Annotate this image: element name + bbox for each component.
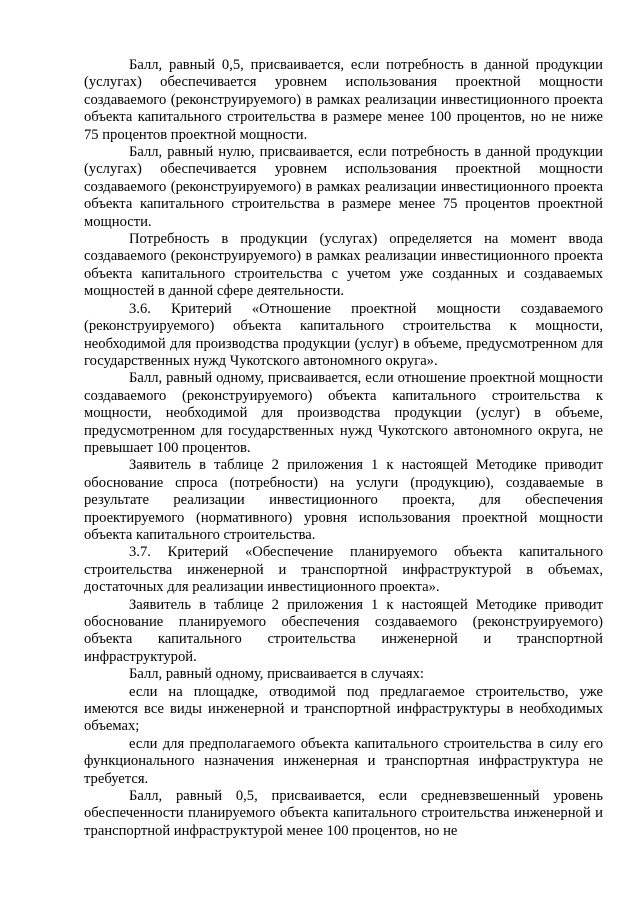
paragraph-applicant-demand: Заявитель в таблице 2 приложения 1 к настоящей Методике приводит обоснование спроса (потребности) на услуги (продукцию), создаваемые в результате реализации инвестиционного проекта, для обеспечения проектируемого (нормативного) уровня использования проектной мощности объекта капитального строительства. xyxy=(84,457,603,543)
paragraph-case-not-required: если для предполагаемого объекта капитального строительства в силу его функционального назначения инженерная и транспортная инфраструктура не требуется. xyxy=(84,735,603,787)
paragraph-score-zero: Балл, равный нулю, присваивается, если потребность в данной продукции (услугах) обеспечивается уровнем использования проектной мощности создаваемого (реконструируемого) в рамках реализации инвестиционного проекта объекта капитального строительства в размере менее 75 процентов проектной мощности. xyxy=(84,144,603,230)
paragraph-case-site: если на площадке, отводимой под предлагаемое строительство, уже имеются все виды инженерной и транспортной инфраструктуры в необходимых объемах; xyxy=(84,683,603,735)
paragraph-score-one-cases: Балл, равный одному, присваивается в случаях: xyxy=(129,666,424,683)
paragraph-applicant-infrastructure: Заявитель в таблице 2 приложения 1 к настоящей Методике приводит обоснование планируемого обеспечения создаваемого (реконструируемого) объекта капитального строительства инженерной и транспортной инфраструктурой. xyxy=(84,596,603,665)
paragraph-score-half-infrastructure: Балл, равный 0,5, присваивается, если средневзвешенный уровень обеспеченности планируемого объекта капитального строительства инженерной и транспортной инфраструктурой менее 100 процентов, но не xyxy=(84,788,603,839)
paragraph-criterion-3-7: 3.7. Критерий «Обеспечение планируемого объекта капитального строительства инженерной и транспортной инфраструктурой в объемах, достаточных для реализации инвестиционного проекта». xyxy=(84,544,603,596)
paragraph-criterion-3-6: 3.6. Критерий «Отношение проектной мощности создаваемого (реконструируемого) объекта капитального строительства к мощности, необходимой для производства продукции (услуг) в объеме, предусмотренном для государственных нужд Чукотского автономного округа». xyxy=(84,300,603,369)
paragraph-demand-definition: Потребность в продукции (услугах) определяется на момент ввода создаваемого (реконструируемого) в рамках реализации инвестиционного проекта объекта капитального строительства с учетом уже созданных и создаваемых мощностей в данной сфере деятельности. xyxy=(84,231,603,300)
document-page xyxy=(84,57,603,840)
paragraph-score-one-capacity: Балл, равный одному, присваивается, если отношение проектной мощности создаваемого (реконструируемого) объекта капитального строительства к мощности, необходимой для производства продукции (услуг) в объеме, предусмотренном для государственных нужд Чукотского автономного округа, не превышает 100 процентов. xyxy=(84,370,603,456)
paragraph-score-half: Балл, равный 0,5, присваивается, если потребность в данной продукции (услугах) обеспечивается уровнем использования проектной мощности создаваемого (реконструируемого) в рамках реализации инвестиционного проекта объекта капитального строительства в размере менее 100 процентов, но не ниже 75 процентов проектной мощности. xyxy=(84,57,603,143)
